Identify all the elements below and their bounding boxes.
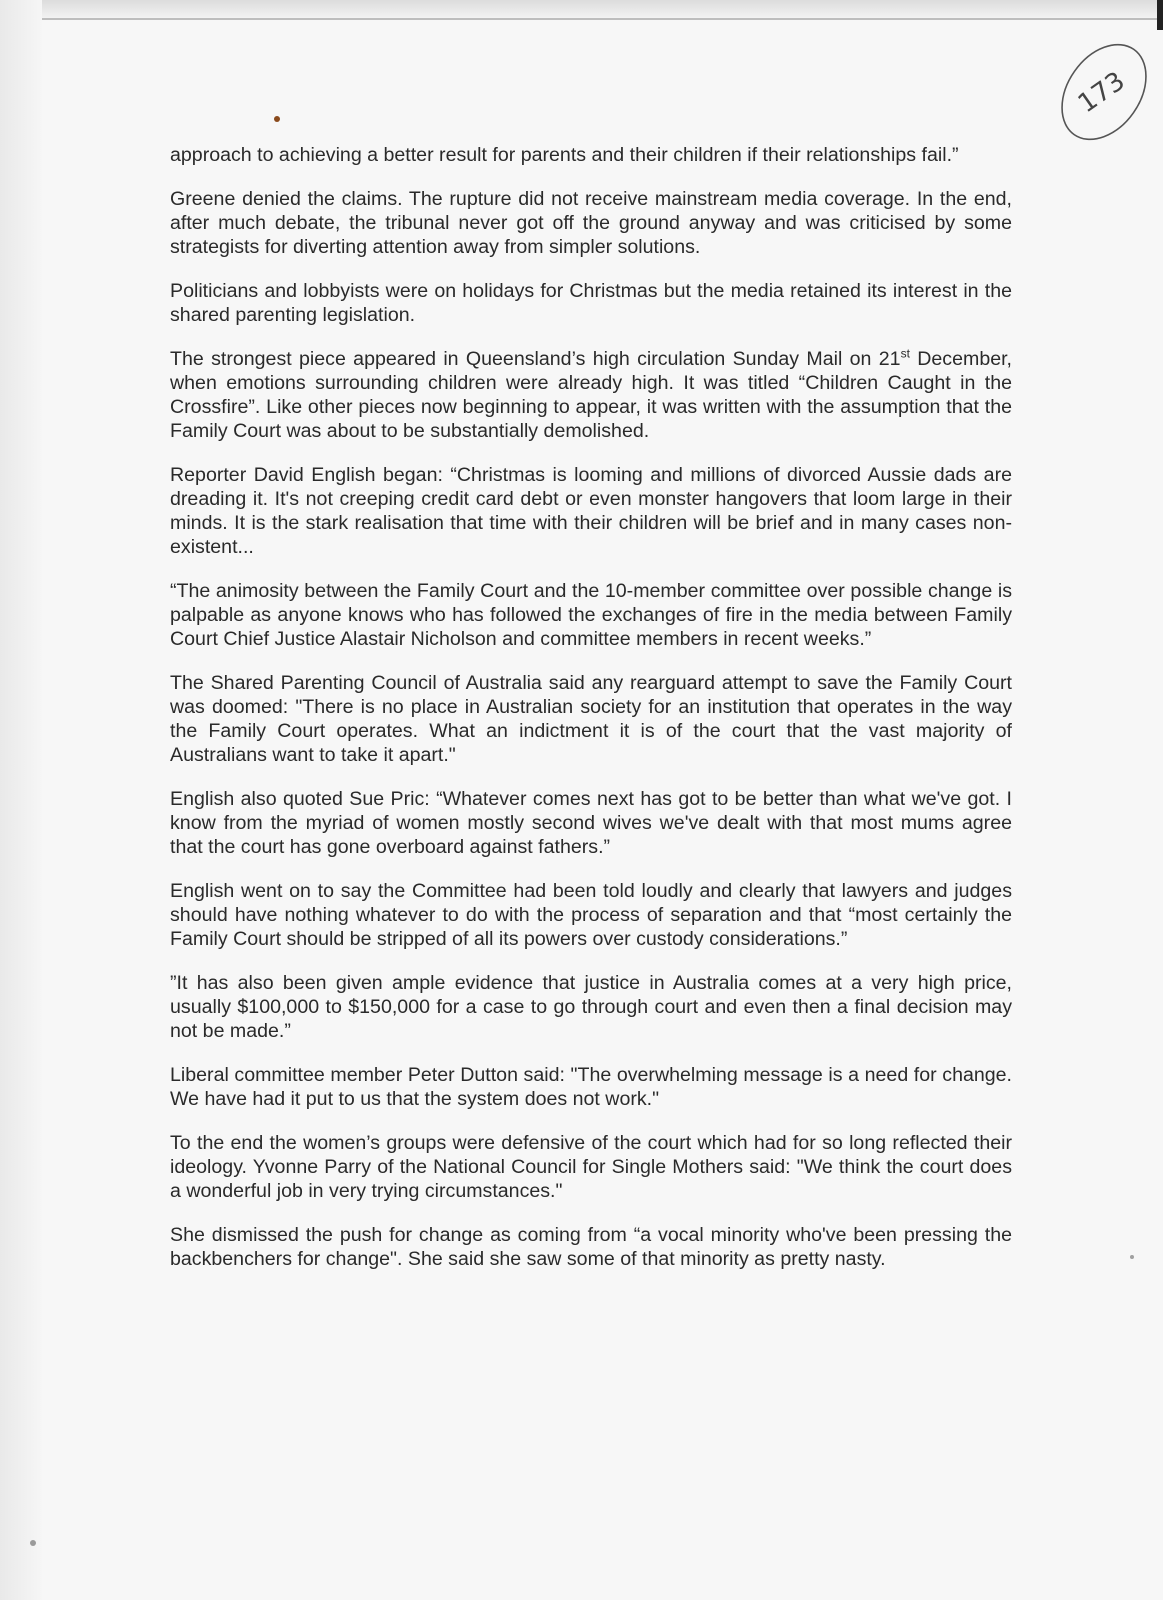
circled-number-mark	[1058, 36, 1150, 148]
paragraph: To the end the women’s groups were defensive of the court which had for so long reflected their ideology. Yvonne Parry of the National Council for Single Mothers said: "We think the court does a wonderful job in very trying circumstances."	[170, 1132, 1012, 1202]
scan-speck	[30, 1540, 36, 1546]
scan-top-shadow-line	[0, 18, 1163, 20]
article-body	[170, 143, 1012, 1291]
ink-dot	[274, 116, 280, 122]
scan-corner-mark	[1157, 0, 1163, 30]
paragraph: The Shared Parenting Council of Australia said any rearguard attempt to save the Family Court was doomed: "There is no place in Australian society for an institution that operates in the way the Family Court operates. What an indictment it is of the court that the vast majority of Australians want to take it apart."	[170, 672, 1012, 766]
paragraph: English also quoted Sue Pric: “Whatever comes next has got to be better than what we've got. I know from the myriad of women mostly second wives we've dealt with that most mums agree that the court has gone overboard against fathers.”	[170, 788, 1012, 858]
handwritten-page-number	[1058, 36, 1150, 148]
paragraph: Greene denied the claims. The rupture did not receive mainstream media coverage. In the end, after much debate, the tribunal never got off the ground anyway and was criticised by some strategists for diverting attention away from simpler solutions.	[170, 188, 1012, 258]
ordinal-suffix: st	[900, 346, 910, 361]
paragraph	[170, 347, 1012, 443]
scan-top-edge	[0, 0, 1163, 18]
paragraph: Reporter David English began: “Christmas is looming and millions of divorced Aussie dads are dreading it. It's not creeping credit card debt or even monster hangovers that loom large in their minds. It is the stark realisation that time with their children will be brief and in many cases non-existent...	[170, 464, 1012, 558]
paragraph-text: The strongest piece appeared in Queensland’s high circulation Sunday Mail on 21	[170, 348, 901, 370]
paragraph: approach to achieving a better result for parents and their children if their relationships fail.”	[170, 144, 959, 166]
paragraph: “The animosity between the Family Court and the 10-member committee over possible change is palpable as anyone knows who has followed the exchanges of fire in the media between Family Court Chief Justice Alastair Nicholson and committee members in recent weeks.”	[170, 580, 1012, 650]
paragraph: Liberal committee member Peter Dutton said: "The overwhelming message is a need for change. We have had it put to us that the system does not work."	[170, 1064, 1012, 1110]
paragraph: Politicians and lobbyists were on holidays for Christmas but the media retained its interest in the shared parenting legislation.	[170, 280, 1012, 326]
paragraph-text: December, when emotions surrounding children were already high. It was titled “Children Caught in the Crossfire”. Like other pieces now beginning to appear, it was written with the assumption that the Family Court was about to be substantially demolished.	[170, 348, 1012, 442]
paragraph: She dismissed the push for change as coming from “a vocal minority who've been pressing the backbenchers for change". She said she saw some of that minority as pretty nasty.	[170, 1224, 1012, 1270]
scan-left-edge	[0, 0, 42, 1600]
paragraph: ”It has also been given ample evidence that justice in Australia comes at a very high price, usually $100,000 to $150,000 for a case to go through court and even then a final decision may not be made.”	[170, 972, 1012, 1042]
paragraph: English went on to say the Committee had been told loudly and clearly that lawyers and judges should have nothing whatever to do with the process of separation and that “most certainly the Family Court should be stripped of all its powers over custody considerations.”	[170, 880, 1012, 950]
scan-speck	[1130, 1255, 1134, 1259]
page-number-text: 173	[1072, 66, 1131, 120]
